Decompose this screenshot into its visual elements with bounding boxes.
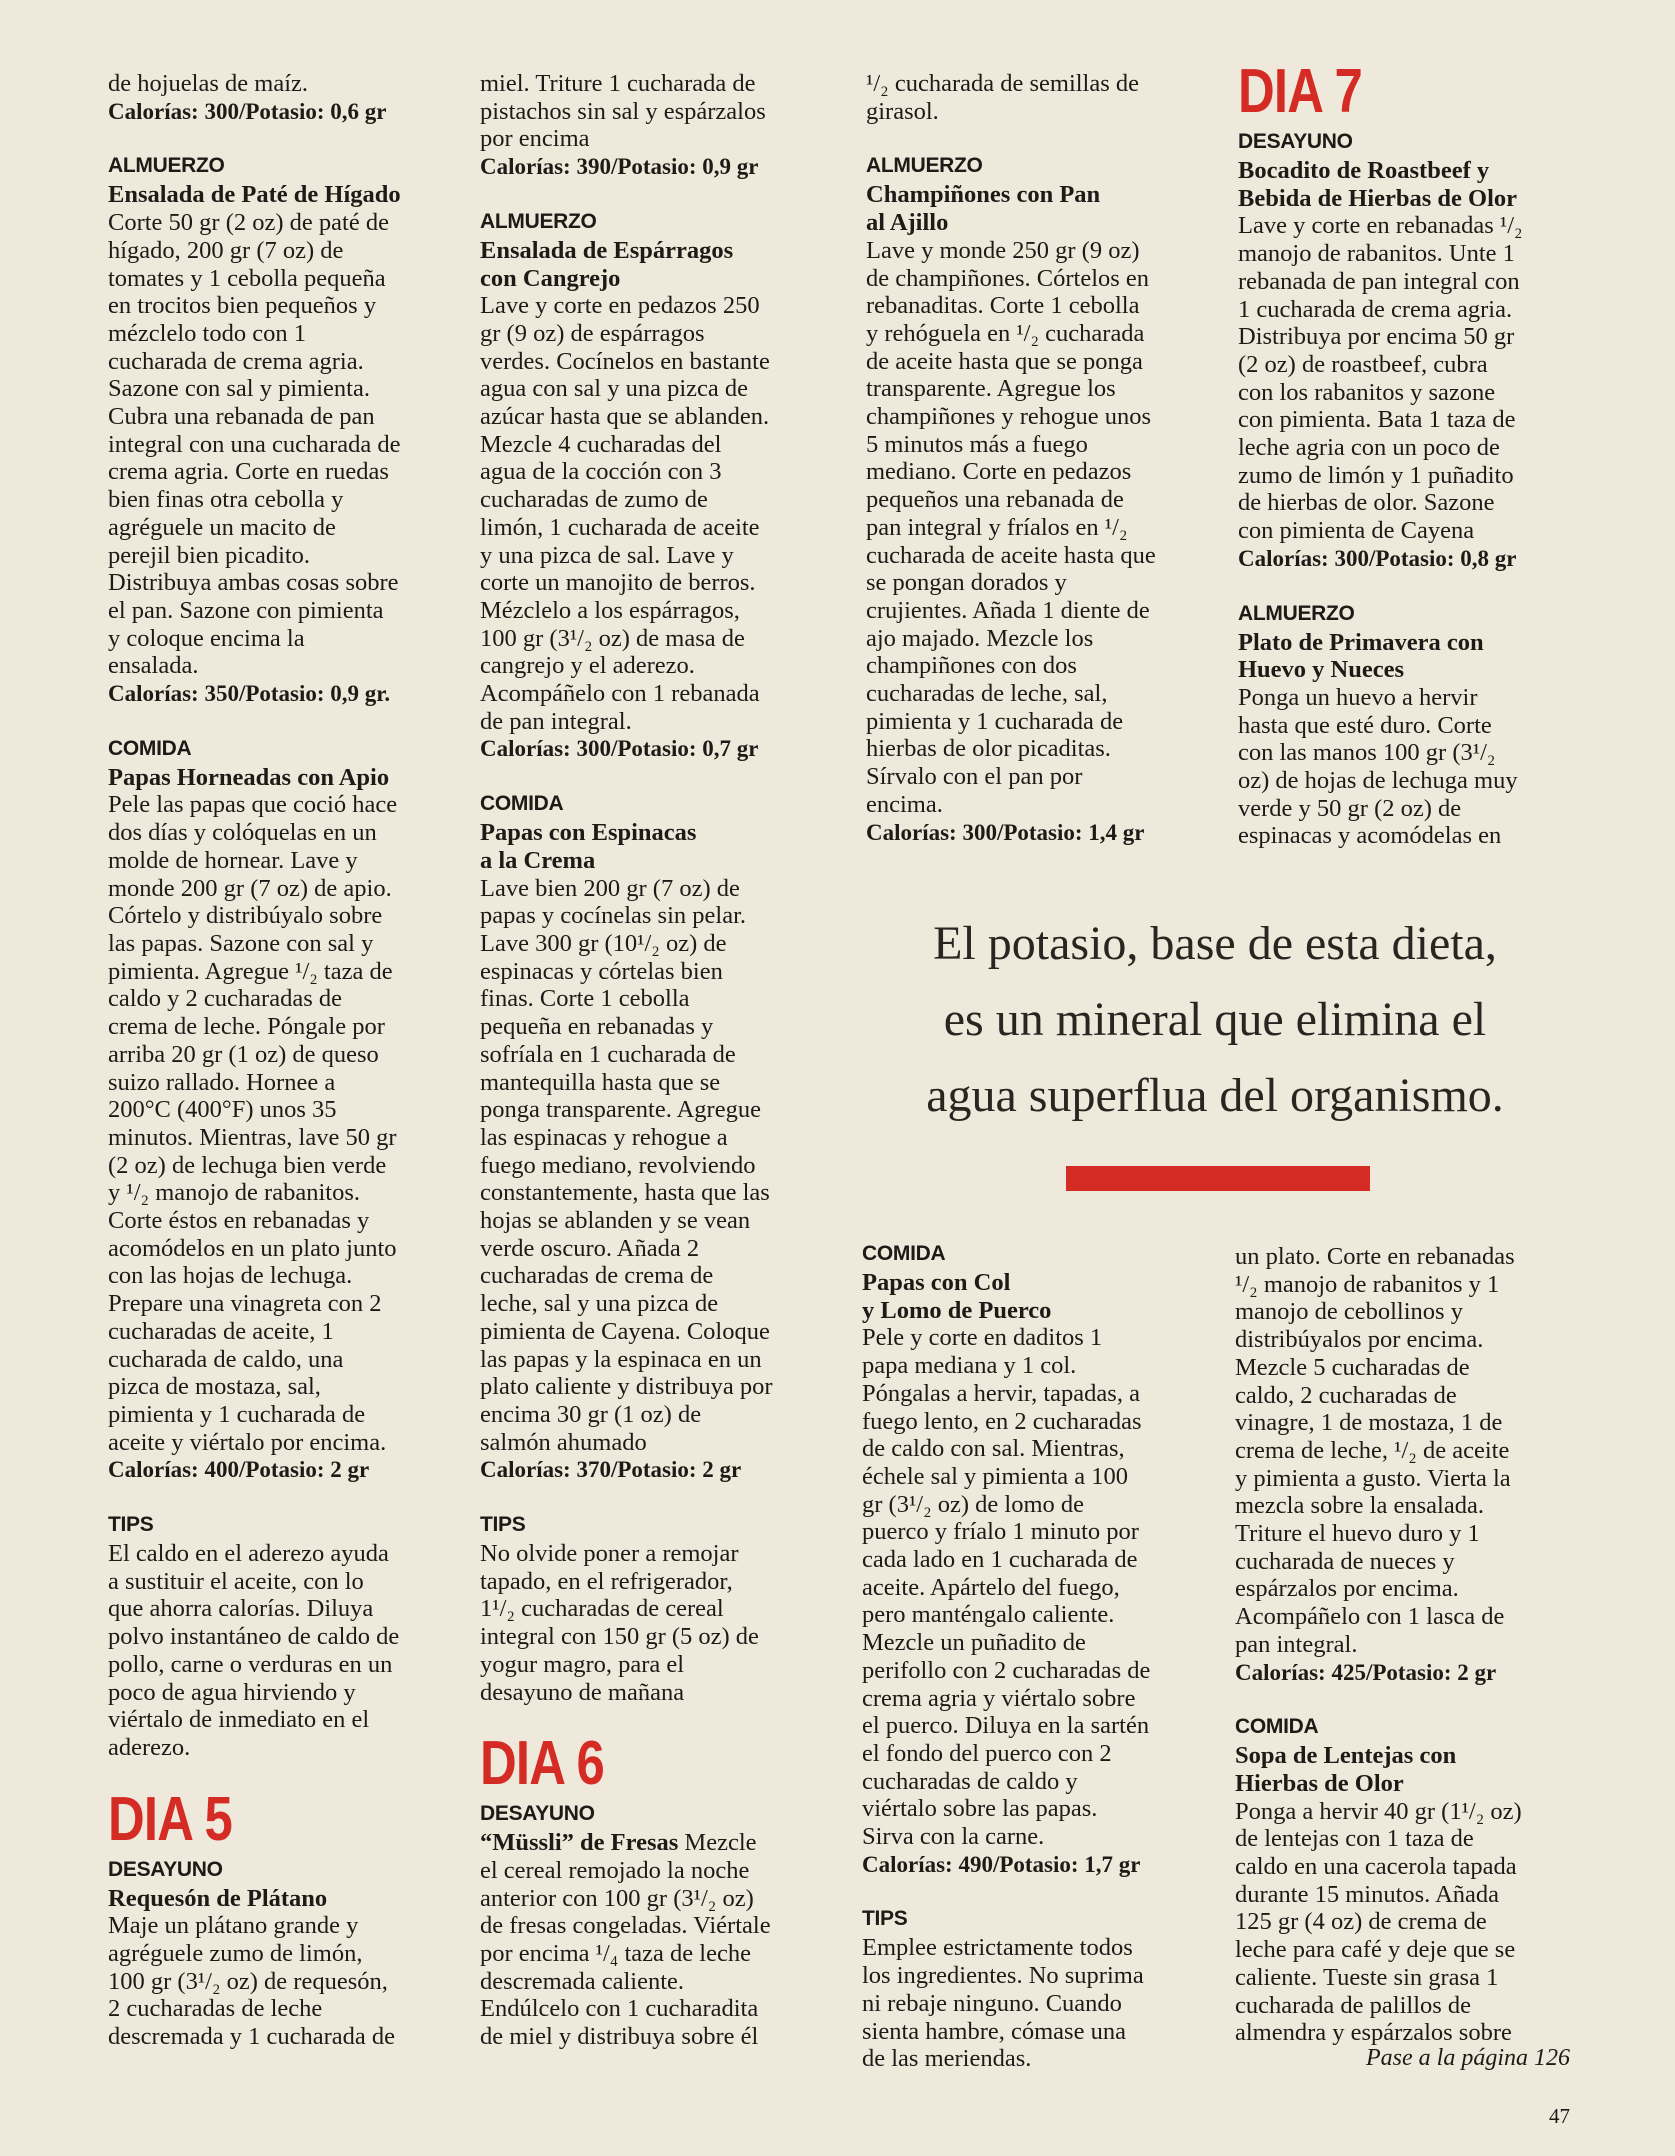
col6-dinner-heading: COMIDA bbox=[1235, 1715, 1319, 1739]
col4-lunch-title: Plato de Primavera con Huevo y Nueces bbox=[1238, 628, 1484, 684]
col3-lunch-title: Champiñones con Pan al Ajillo bbox=[866, 181, 1101, 237]
col5-dinner-title: Papas con Col y Lomo de Puerco bbox=[862, 1269, 1052, 1324]
col5-dinner-text: Pele y corte en daditos 1 papa mediana y 1 col. Póngalas a hervir, tapadas, a fuego lento, en 2 cucharadas de caldo con sal. Mientras, échele sal y pimienta a 100 gr (3¹/₂ oz) de lomo de puerco y fríalo 1 minuto por cada lado en 1 cucharada de aceite. Apártelo del fuego, pero manténgalo caliente. Mezcle un puñadito de perifollo con 2 cucharadas de crema agria y viértalo sobre el puerco. Diluya en la sartén el fondo del puerco con 2 cucharadas de caldo y viértalo sobre las papas. Sirva con la carne. bbox=[862, 1324, 1151, 1851]
col2-intro-text: miel. Triture 1 cucharada de pistachos sin sal y espárzalos por encima bbox=[480, 70, 766, 153]
col2-dinner-title: Papas con Espinacas a la Crema bbox=[480, 819, 697, 874]
col1-dinner-text: Pele las papas que coció hace dos días y colóquelas en un molde de hornear. Lave y monde 200 gr (7 oz) de apio. Córtelo y distribúyalo sobre las papas. Sazone con sal y pimienta. Agregue ¹/₂ taza de caldo y 2 cucharadas de crema de leche. Póngale por arriba 20 gr (1 oz) de queso suizo rallado. Hornee a 200°C (400°F) unos 35 minutos. Mientras, lave 50 gr (2 oz) de lechuga bien verde y ¹/₂ manojo de rabanitos. Corte éstos en rebanadas y acomódelos en un plato junto con las hojas de lechuga. Prepare una vinagreta con 2 cucharadas de aceite, 1 cucharada de caldo, una pizca de mostaza, sal, pimienta y 1 cucharada de aceite y viértalo por encima. bbox=[108, 791, 398, 1456]
col2-lunch-text: Lave y corte en pedazos 250 gr (9 oz) de espárragos verdes. Cocínelos en bastante agua con sal y una pizca de azúcar hasta que se ablanden. Mezcle 4 cucharadas del agua de la cocción con 3 cucharadas de zumo de limón, 1 cucharada de aceite y una pizca de sal. Lave y corte un manojito de berros. Mézclelo a los espárragos, 100 gr (3¹/₂ oz) de masa de cangrejo y el aderezo. Acompáñelo con 1 rebanada de pan integral. bbox=[480, 292, 770, 735]
col2-breakfast-title: “Müssli” de Fresas bbox=[480, 1829, 679, 1857]
column-6 bbox=[1235, 1243, 1590, 2047]
red-divider bbox=[1066, 1166, 1370, 1191]
col2-breakfast-body: Mezcle el cereal remojado la noche anterior con 100 gr (3¹/₂ oz) de fresas congeladas. Viértale por encima ¹/₄ taza de leche descremada caliente. Endúlcelo con 1 cucharadita de miel y distribuya sobre él bbox=[480, 1829, 771, 2051]
col6-dinner-title: Sopa de Lentejas con Hierbas de Olor bbox=[1235, 1742, 1457, 1797]
col1-breakfast-text: Maje un plátano grande y agréguele zumo de limón, 100 gr (3¹/₂ oz) de requesón, 2 cucharadas de leche descremada y 1 cucharada de bbox=[108, 1912, 396, 2051]
col1-tips-heading: TIPS bbox=[108, 1513, 154, 1537]
column-5 bbox=[862, 1240, 1222, 2073]
day-7-heading: DIA 7 bbox=[1238, 57, 1362, 126]
col2-dinner-calories: Calorías: 370/Potasio: 2 gr bbox=[480, 1457, 742, 1483]
pull-quote: El potasio, base de esta dieta, es un mineral que elimina el agua superflua del organismo. bbox=[926, 917, 1504, 1122]
col1-tips-text: El caldo en el aderezo ayuda a sustituir el aceite, con lo que ahorra calorías. Diluya polvo instantáneo de caldo de pollo, carne o verduras en un poco de agua hirviendo y viértalo de inmediato en el aderezo. bbox=[108, 1540, 400, 1761]
col5-tips-text: Emplee estrictamente todos los ingredientes. No suprima ni rebaje ninguno. Cuando sienta hambre, cómase una de las meriendas. bbox=[862, 1934, 1144, 2073]
col1-breakfast-title: Requesón de Plátano bbox=[108, 1884, 328, 1912]
col1-dinner-heading: COMIDA bbox=[108, 736, 192, 760]
col1-intro-text: de hojuelas de maíz. bbox=[108, 70, 309, 97]
col5-tips-heading: TIPS bbox=[862, 1907, 908, 1931]
col1-lunch-calories: Calorías: 350/Potasio: 0,9 gr. bbox=[108, 681, 391, 707]
day-5-heading: DIA 5 bbox=[108, 1784, 232, 1854]
col3-intro-text: ¹/₂ cucharada de semillas de girasol. bbox=[866, 70, 1140, 125]
col2-breakfast-text bbox=[480, 1829, 835, 2051]
col1-breakfast-heading: DESAYUNO bbox=[108, 1857, 223, 1881]
col4-breakfast-calories: Calorías: 300/Potasio: 0,8 gr bbox=[1238, 545, 1517, 571]
col1-intro-calories: Calorías: 300/Potasio: 0,6 gr bbox=[108, 98, 387, 124]
day-6-heading: DIA 6 bbox=[480, 1729, 604, 1799]
col1-lunch-text: Corte 50 gr (2 oz) de paté de hígado, 200 gr (7 oz) de tomates y 1 cebolla pequeña en trocitos bien pequeños y mézclelo todo con 1 cucharada de crema agria. Sazone con sal y pimienta. Cubra una rebanada de pan integral con una cucharada de crema agria. Corte en ruedas bien finas otra cebolla y agréguele un macito de perejil bien picadito. Distribuya ambas cosas sobre el pan. Sazone con pimienta y coloque encima la ensalada. bbox=[108, 209, 401, 680]
col2-lunch-heading: ALMUERZO bbox=[480, 209, 597, 233]
col2-lunch-title: Ensalada de Espárragos con Cangrejo bbox=[480, 236, 734, 292]
col1-dinner-title: Papas Horneadas con Apio bbox=[108, 763, 390, 791]
col3-lunch-text: Lave y monde 250 gr (9 oz) de champiñones. Córtelos en rebanaditas. Corte 1 cebolla y rehóguela en ¹/₂ cucharada de aceite hasta que se ponga transparente. Agregue los champiñones y rehogue unos 5 minutos más a fuego mediano. Corte en pedazos pequeños una rebanada de pan integral y fríalos en ¹/₂ cucharada de aceite hasta que se pongan dorados y crujientes. Añada 1 diente de ajo majado. Mezcle los champiñones con dos cucharadas de leche, sal, pimienta y 1 cucharada de hierbas de olor picaditas. Sírvalo con el pan por encima. bbox=[866, 236, 1156, 818]
col4-breakfast-title: Bocadito de Roastbeef y Bebida de Hierbas de Olor bbox=[1238, 157, 1518, 212]
col2-breakfast-heading: DESAYUNO bbox=[480, 1802, 595, 1826]
column-4 bbox=[1238, 57, 1588, 850]
col6-intro-calories: Calorías: 425/Potasio: 2 gr bbox=[1235, 1659, 1497, 1685]
column-1 bbox=[108, 70, 463, 2051]
col2-intro-calories: Calorías: 390/Potasio: 0,9 gr bbox=[480, 154, 759, 180]
col5-dinner-calories: Calorías: 490/Potasio: 1,7 gr bbox=[862, 1851, 1141, 1877]
col1-dinner-calories: Calorías: 400/Potasio: 2 gr bbox=[108, 1457, 370, 1483]
col3-lunch-heading: ALMUERZO bbox=[866, 154, 983, 178]
col4-lunch-heading: ALMUERZO bbox=[1238, 601, 1355, 625]
column-2 bbox=[480, 70, 835, 2051]
col6-dinner-text: Ponga a hervir 40 gr (1¹/₂ oz) de lentejas con 1 taza de caldo en una cacerola tapada durante 15 minutos. Añada 125 gr (4 oz) de crema de leche para café y deje que se caliente. Tueste sin grasa 1 cucharada de palillos de almendra y espárzalos sobre bbox=[1235, 1797, 1522, 2047]
col4-breakfast-heading: DESAYUNO bbox=[1238, 130, 1353, 153]
continue-note: Pase a la página 126 bbox=[1366, 2045, 1570, 2071]
col2-dinner-text: Lave bien 200 gr (7 oz) de papas y cocínelas sin pelar. Lave 300 gr (10¹/₂ oz) de espinacas y córtelas bien finas. Corte 1 cebolla pequeña en rebanadas y sofríala en 1 cucharada de mantequilla hasta que se ponga transparente. Agregue las espinacas y rehogue a fuego mediano, revolviendo constantemente, hasta que las hojas se ablanden y se vean verde oscuro. Añada 2 cucharadas de crema de leche, sal y una pizca de pimienta de Cayena. Coloque las papas y la espinaca en un plato caliente y distribuya por encima 30 gr (1 oz) de salmón ahumado bbox=[480, 874, 773, 1456]
col1-lunch-title: Ensalada de Paté de Hígado bbox=[108, 181, 401, 209]
col6-intro-text: un plato. Corte en rebanadas ¹/₂ manojo de rabanitos y 1 manojo de cebollinos y distribúyalos por encima. Mezcle 5 cucharadas de caldo, 2 cucharadas de vinagre, 1 de mostaza, 1 de crema de leche, ¹/₂ de aceite y pimienta a gusto. Vierta la mezcla sobre la ensalada. Triture el huevo duro y 1 cucharada de nueces y espárzalos por encima. Acompáñelo con 1 lasca de pan integral. bbox=[1235, 1243, 1515, 1658]
col2-tips-text: No olvide poner a remojar tapado, en el refrigerador, 1¹/₂ cucharadas de cereal integral con 150 gr (5 oz) de yogur magro, para el desayuno de mañana bbox=[480, 1540, 759, 1706]
page-number: 47 bbox=[1549, 2104, 1570, 2128]
column-3 bbox=[866, 70, 1221, 846]
col3-lunch-calories: Calorías: 300/Potasio: 1,4 gr bbox=[866, 819, 1145, 845]
col2-dinner-heading: COMIDA bbox=[480, 792, 564, 816]
col1-lunch-heading: ALMUERZO bbox=[108, 154, 225, 178]
col2-lunch-calories: Calorías: 300/Potasio: 0,7 gr bbox=[480, 736, 759, 762]
col5-dinner-heading: COMIDA bbox=[862, 1242, 946, 1265]
col4-breakfast-text: Lave y corte en rebanadas ¹/₂ manojo de rabanitos. Unte 1 rebanada de pan integral con 1 cucharada de crema agria. Distribuya por encima 50 gr (2 oz) de roastbeef, cubra con los rabanitos y sazone con pimienta. Bata 1 taza de leche agria con un poco de zumo de limón y 1 puñadito de hierbas de olor. Sazone con pimienta de Cayena bbox=[1238, 212, 1523, 545]
col2-tips-heading: TIPS bbox=[480, 1513, 526, 1537]
col4-lunch-text: Ponga un huevo a hervir hasta que esté duro. Corte con las manos 100 gr (3¹/₂ oz) de hojas de lechuga muy verde y 50 gr (2 oz) de espinacas y acomódelas en bbox=[1238, 683, 1518, 850]
